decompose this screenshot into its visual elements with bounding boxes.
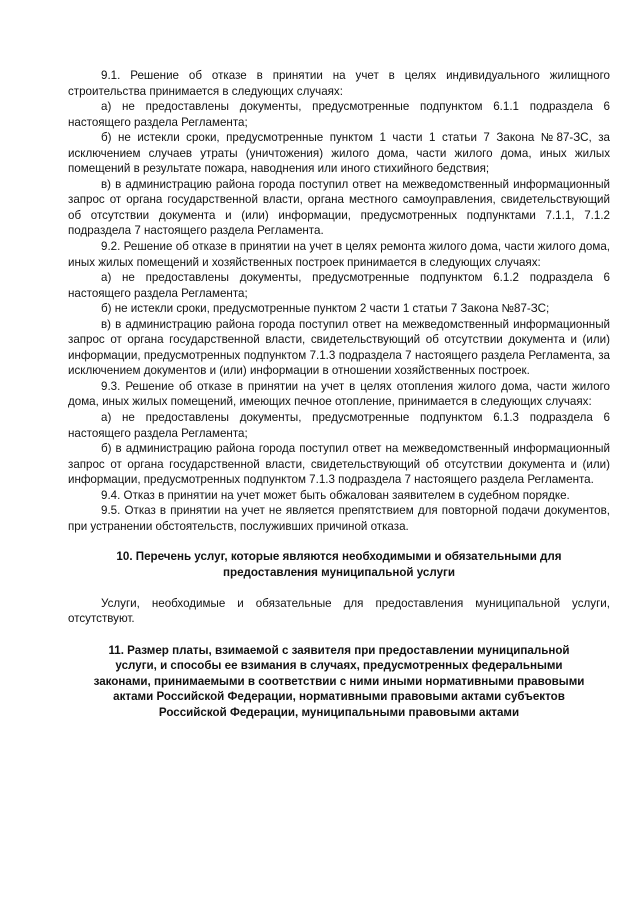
paragraph-9-5: 9.5. Отказ в принятии на учет не является препятствием для повторной подачи документов, при устранении обстоятельств, послуживших причиной отказа. [68, 504, 610, 533]
paragraph-9-3-a: а) не предоставлены документы, предусмотренные подпунктом 6.1.3 подраздела 6 настоящего раздела Регламента; [68, 411, 610, 440]
paragraph-9-3-b: б) в администрацию района города поступил ответ на межведомственный информационный запрос от органа государственной власти, свидетельствующий об отсутствии документа и (или) информации, предусмотренных подпунктом 7.1.3 подраздела 7 настоящего раздела Регламента. [68, 442, 610, 487]
paragraph-9-1-v: в) в администрацию района города поступил ответ на межведомственный информационный запрос от органа государственной власти, органа местного самоуправления, свидетельствующий об отсутствии документа и (или) информации, предусмотренных подпунктами 7.1.1, 7.1.2 подраздела 7 настоящего раздела Регламента. [68, 177, 610, 238]
section-10-text: Услуги, необходимые и обязательные для предоставления муниципальной услуги, отсутствуют. [68, 596, 610, 626]
paragraph-9-2-v: в) в администрацию района города поступил ответ на межведомственный информационный запрос от органа государственной власти, свидетельствующий об отсутствии документа и (или) информации, предусмотренных подпунктом 7.1.3 подраздела 7 настоящего раздела Регламента, за исключением документов и (или) информации в отношении хозяйственных построек. [68, 317, 610, 378]
paragraph-9-4: 9.4. Отказ в принятии на учет может быть обжалован заявителем в судебном порядке. [101, 488, 570, 502]
paragraph-9-3: 9.3. Решение об отказе в принятии на учет в целях отопления жилого дома, части жилого дома, иных жилых помещений, имеющих печное отопление, принимается в следующих случаях: [68, 379, 610, 409]
paragraph-9-2-b: б) не истекли сроки, предусмотренные пунктом 2 части 1 статьи 7 Закона №87-ЗС; [101, 302, 550, 316]
paragraph-9-2: 9.2. Решение об отказе в принятии на учет в целях ремонта жилого дома, части жилого дома, иных жилых помещений и хозяйственных построек принимается в следующих случаях: [68, 240, 610, 269]
paragraph-9-1: 9.1. Решение об отказе в принятии на учет в целях индивидуального жилищного строительства принимается в следующих случаях: [68, 69, 610, 98]
paragraph-9-2-a: а) не предоставлены документы, предусмотренные подпунктом 6.1.2 подраздела 6 настоящего раздела Регламента; [68, 271, 610, 300]
paragraph-9-1-b: б) не истекли сроки, предусмотренные пунктом 1 части 1 статьи 7 Закона №87-ЗС, за исключением случаев утраты (уничтожения) жилого дома, части жилого дома, иных жилых помещений в результате пожара, наводнения или иного стихийного бедствия; [68, 131, 610, 176]
paragraph-9-1-a: а) не предоставлены документы, предусмотренные подпунктом 6.1.1 подраздела 6 настоящего раздела Регламента; [68, 100, 610, 129]
section-10-heading: 10. Перечень услуг, которые являются необходимыми и обязательными для предоставления муниципальной услуги [116, 550, 562, 579]
spacer [68, 581, 610, 596]
document-page [68, 68, 610, 720]
section-11-heading: 11. Размер платы, взимаемой с заявителя при предоставлении муниципальной услуги, и способы ее взимания в случаях, предусмотренных федеральными законами, принимаемыми в соответствии с ними иными нормативными правовыми актами Российской Федерации, нормативными правовыми актами субъектов Российской Федерации, муниципальными правовыми актами [93, 643, 585, 719]
